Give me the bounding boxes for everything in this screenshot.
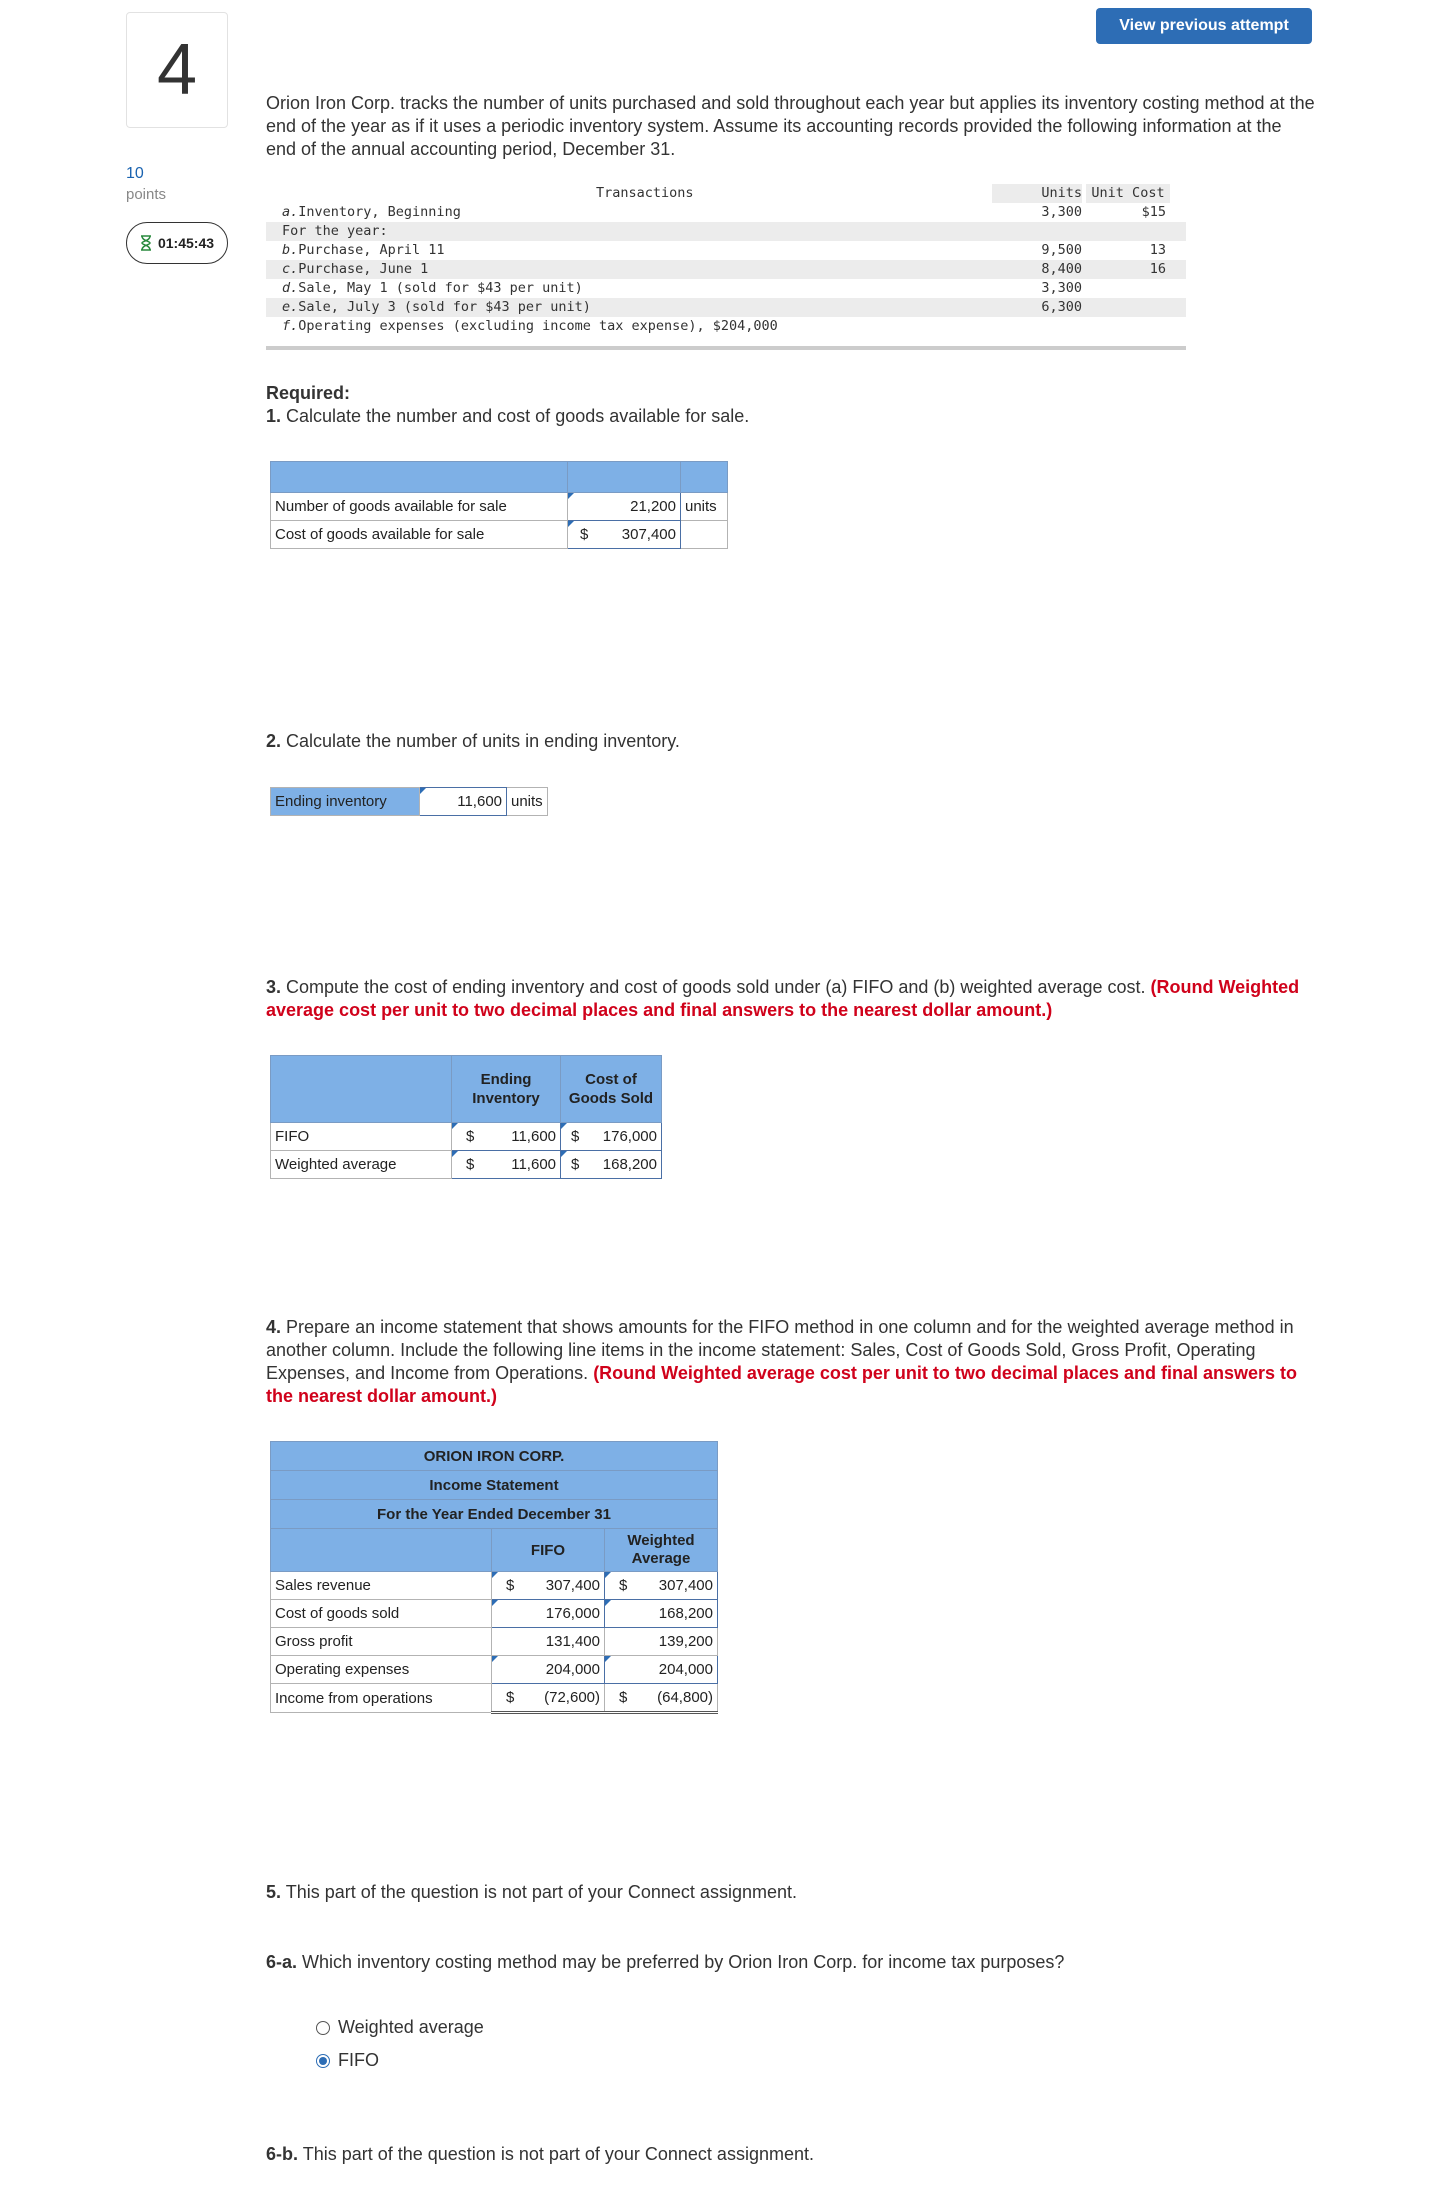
row-text: Operating expenses (excluding income tax expense), $204,000: [298, 318, 778, 334]
row-letter: d.: [282, 280, 299, 296]
q4-prompt: [266, 1316, 1316, 1408]
q3-prompt: [266, 976, 1326, 1022]
transaction-row: [266, 317, 1186, 336]
weighted-average-header: Weighted Average: [605, 1529, 718, 1572]
ending-inventory-input[interactable]: 11,600: [420, 788, 507, 816]
wa-sales-input[interactable]: $ 307,400: [605, 1572, 718, 1600]
row-letter: e.: [282, 299, 299, 315]
points-value: 10: [126, 165, 144, 182]
table-row: [271, 521, 728, 549]
radio-fifo[interactable]: [316, 2050, 379, 2071]
company-name: ORION IRON CORP.: [271, 1442, 718, 1471]
fifo-income-from-operations: $ (72,600): [492, 1684, 605, 1713]
statement-title: Income Statement: [271, 1471, 718, 1500]
q2-table: [270, 787, 548, 816]
table-row: [271, 1572, 718, 1600]
transaction-row: [266, 279, 1186, 298]
required-title: Required:: [266, 383, 351, 403]
timer-value: 01:45:43: [157, 235, 215, 251]
radio-button[interactable]: [316, 2021, 330, 2035]
row-text: For the year:: [282, 223, 388, 239]
q1-row2-label: Cost of goods available for sale: [271, 521, 568, 549]
table-row: [271, 1656, 718, 1684]
transactions-header: [266, 184, 1186, 203]
wa-operating-expenses-input[interactable]: 204,000: [605, 1656, 718, 1684]
fifo-gross-profit: 131,400: [492, 1628, 605, 1656]
q1-text: Calculate the number and cost of goods available for sale.: [286, 406, 750, 426]
fifo-cogs-is-input[interactable]: 176,000: [492, 1600, 605, 1628]
row-text: Purchase, June 1: [298, 261, 429, 277]
ending-inventory-label: Ending inventory: [271, 788, 420, 816]
transaction-row: [266, 298, 1186, 317]
row-units: 3,300: [1041, 204, 1082, 220]
row-label: Operating expenses: [271, 1656, 492, 1684]
q2-number: 2.: [266, 731, 282, 751]
q6b-prompt: [266, 2143, 814, 2166]
transaction-row: [266, 260, 1186, 279]
q5-text: This part of the question is not part of your Connect assignment.: [285, 1882, 797, 1902]
intro-text: Orion Iron Corp. tracks the number of units purchased and sold throughout each year but applies its inventory costing method at the end of the year as if it uses a periodic inventory system. Assume its accounting records provided the following information at the end of the annual accounting period, December 31.: [266, 93, 1315, 159]
fifo-cogs-input[interactable]: $ 176,000: [561, 1123, 662, 1151]
table-row: [271, 788, 548, 816]
transaction-row: [266, 203, 1186, 222]
row-text: Sale, May 1 (sold for $43 per unit): [298, 280, 583, 296]
q6a-prompt: [266, 1951, 1064, 1974]
statement-period: For the Year Ended December 31: [271, 1500, 718, 1529]
wa-gross-profit: 139,200: [605, 1628, 718, 1656]
wa-income-from-operations: $ (64,800): [605, 1684, 718, 1713]
table-row: [271, 1123, 662, 1151]
row-text: Inventory, Beginning: [298, 204, 461, 220]
table-row: [271, 1600, 718, 1628]
units-label: units: [681, 493, 728, 521]
q2-text: Calculate the number of units in ending inventory.: [286, 731, 680, 751]
row-units: 8,400: [1041, 261, 1082, 277]
row-units: 9,500: [1041, 242, 1082, 258]
q6b-number: 6-b.: [266, 2144, 299, 2164]
row-cost: 16: [1149, 261, 1166, 277]
ending-inventory-header: Ending Inventory: [452, 1056, 561, 1123]
fifo-header: FIFO: [492, 1529, 605, 1572]
table-row: [271, 1628, 718, 1656]
cost-value: 307,400: [621, 526, 676, 543]
q3-table: [270, 1055, 662, 1179]
timer: [126, 222, 228, 264]
transactions-header-label: Transactions: [596, 185, 694, 201]
q5-number: 5.: [266, 1882, 282, 1902]
wa-cogs-is-input[interactable]: 168,200: [605, 1600, 718, 1628]
q1-header-cell: [271, 462, 568, 493]
q3-header-blank: [271, 1056, 452, 1123]
q1-header-cell: [681, 462, 728, 493]
currency-symbol: $: [580, 526, 589, 543]
wa-cogs-input[interactable]: $ 168,200: [561, 1151, 662, 1179]
q1-header-cell: [568, 462, 681, 493]
cogs-header: Cost of Goods Sold: [561, 1056, 662, 1123]
row-cost: $15: [1141, 204, 1166, 220]
table-row: [271, 1151, 662, 1179]
q1-row1-label: Number of goods available for sale: [271, 493, 568, 521]
q1-number: 1.: [266, 406, 282, 426]
wa-ending-inventory-input[interactable]: $ 11,600: [452, 1151, 561, 1179]
radio-label: FIFO: [338, 2050, 379, 2070]
q5-prompt: [266, 1881, 797, 1904]
radio-label: Weighted average: [338, 2017, 484, 2037]
q3-note: (Round Weighted average cost per unit to two decimal places and final answers to the nearest dollar amount.): [266, 977, 1300, 1020]
q2-prompt: [266, 730, 680, 753]
row-units: 6,300: [1041, 299, 1082, 315]
goods-available-cost-input[interactable]: [568, 521, 681, 549]
fifo-sales-input[interactable]: $ 307,400: [492, 1572, 605, 1600]
row-letter: f.: [282, 318, 299, 334]
row-label: Weighted average: [271, 1151, 452, 1179]
row-letter: c.: [282, 261, 299, 277]
row-units: 3,300: [1041, 280, 1082, 296]
q1-prompt: [266, 405, 749, 428]
row-label: Cost of goods sold: [271, 1600, 492, 1628]
q1-table: [270, 461, 728, 549]
units-label: units: [507, 788, 548, 816]
row-text: Sale, July 3 (sold for $43 per unit): [298, 299, 591, 315]
q6a-text: Which inventory costing method may be preferred by Orion Iron Corp. for income tax purposes?: [302, 1952, 1065, 1972]
row-label: Gross profit: [271, 1628, 492, 1656]
table-row: [271, 1684, 718, 1713]
q4-text: Prepare an income statement that shows amounts for the FIFO method in one column and for the weighted average method in another column. Include the following line items in the income statement: Sales, Cost of Goods Sold, Gross Profit, Operating Expenses, and Income from Operations.: [266, 1317, 1294, 1383]
q3-text: Compute the cost of ending inventory and cost of goods sold under (a) FIFO and (b) weighted average cost.: [286, 977, 1146, 997]
row-letter: b.: [282, 242, 299, 258]
radio-weighted-average[interactable]: [316, 2017, 484, 2038]
view-previous-attempt-button[interactable]: View previous attempt: [1096, 8, 1312, 44]
row-label: Income from operations: [271, 1684, 492, 1713]
table-row: [271, 493, 728, 521]
hourglass-icon: [140, 235, 152, 251]
q6b-text: This part of the question is not part of your Connect assignment.: [302, 2144, 814, 2164]
row-label: Sales revenue: [271, 1572, 492, 1600]
row-text: Purchase, April 11: [298, 242, 445, 258]
transactions-divider: [266, 346, 1186, 350]
units-header: Units: [992, 184, 1082, 203]
question-number: 4: [126, 12, 228, 128]
empty-cell: [681, 521, 728, 549]
transaction-row: [266, 241, 1186, 260]
q4-note: (Round Weighted average cost per unit to two decimal places and final answers to the nearest dollar amount.): [266, 1363, 1297, 1406]
fifo-operating-expenses-input[interactable]: 204,000: [492, 1656, 605, 1684]
q4-number: 4.: [266, 1317, 282, 1337]
row-letter: a.: [282, 204, 299, 220]
q3-number: 3.: [266, 977, 282, 997]
goods-available-units-input[interactable]: 21,200: [568, 493, 681, 521]
radio-button-selected[interactable]: [316, 2054, 330, 2068]
income-statement-table: [270, 1441, 718, 1714]
fifo-ending-inventory-input[interactable]: $ 11,600: [452, 1123, 561, 1151]
points-label: points: [126, 186, 167, 203]
unit-cost-header: Unit Cost: [1086, 184, 1170, 203]
row-label: FIFO: [271, 1123, 452, 1151]
row-cost: 13: [1149, 242, 1166, 258]
transaction-row: [266, 222, 1186, 241]
q6a-number: 6-a.: [266, 1952, 298, 1972]
is-header-blank: [271, 1529, 492, 1572]
